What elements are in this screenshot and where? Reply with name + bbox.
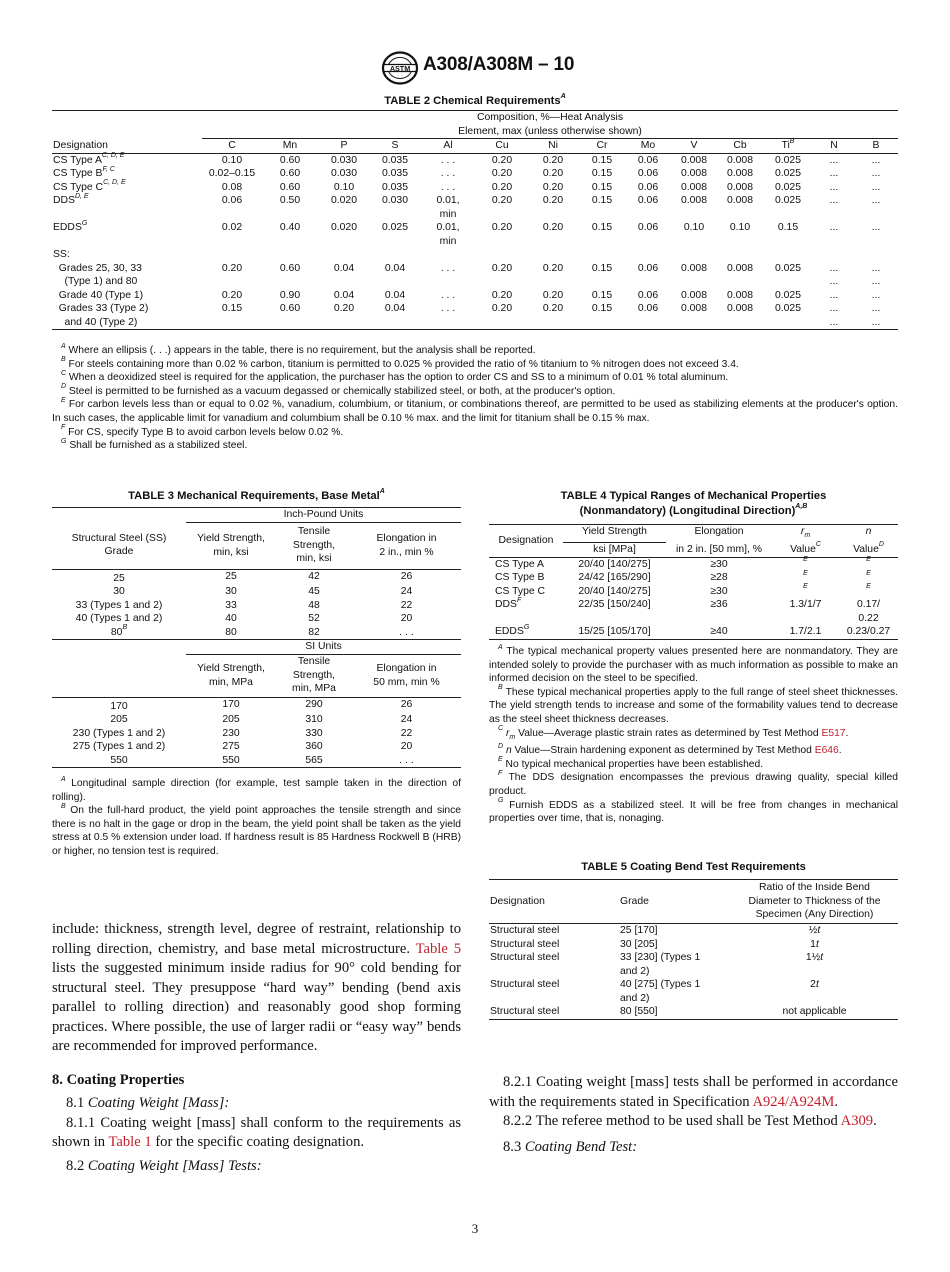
table-row: Structural steel 33 [230] (Types 1 and 2) 1½t [490, 952, 824, 977]
table2-col-header: Cu [495, 140, 509, 151]
table-row: Grades 33 (Type 2) and 40 (Type 2) 0.15 0.60 0.20 0.04 . . . 0.20 0.20 0.15 0.06 0.008 0.008 0.025 ... ... ... ... [52, 302, 898, 330]
table-row: $EDDS^G$ 0.02 0.40 0.020 0.025 0.01, min 0.20 0.20 0.15 0.06 0.10 0.10 0.15 ... ... [53, 219, 881, 247]
document-designation: A308/A308M – 10 [423, 54, 575, 75]
table2-col-header: S [391, 140, 399, 151]
table2-group-header-2: Element, max (unless otherwise shown) [202, 125, 898, 139]
section-8-2-2: 8.2.2 The referee method to be used shall be Test Method A309. [503, 1113, 877, 1129]
table-row: SS: [53, 249, 70, 260]
table4-col-designation: Designation [489, 525, 563, 558]
table4-footnotes: $^A$ The typical mechanical property values presented here are nonmandatory. They are intended solely to provide the purchaser with as much information as possible to make an informed decision on the steel to be specified. $^B$ These typical mechanical properties apply to the full range of steel sheet thicknesses. The yield strength tends to increase and some of the formability values tend to decrease as the steel sheet thickness decreases. $^C$ $r_m$ Value—Average plastic strain rates as determined by Test Method E517. $^D$ n Value—Strain hardening exponent as determined by Test Method E646. $^E$ No typical mechanical properties have been established. $^F$ The DDS designation encompasses the previous drawing quality, special killed product. $^G$ Furnish EDDS as a stabilized steel. It will be free from changes in mechanical properties over time, that is, nonaging. [489, 643, 898, 825]
link-e646[interactable]: E646 [814, 745, 839, 757]
astm-logo-icon [381, 51, 419, 85]
table-row: 550 550 565 . . . [110, 754, 414, 766]
table2-col-header: Ni [548, 140, 558, 151]
table-row: $EDDS^G$ 15/25 [105/170] ≥40 1.7/2.1 0.23/0.27 [495, 623, 891, 638]
table2-col-header: B [872, 140, 880, 151]
table2-col-header: Designation [53, 139, 108, 151]
footnote: $^B$ For steels containing more than 0.02 % carbon, titanium is permitted to 0.025 % provided the ratio of % titanium to % nitrogen does not exceed 3.4. [61, 356, 739, 370]
footnote: $^C$ When a deoxidized steel is required for the application, the purchaser has the option to order CS and SS to a minimum of 0.01 % total aluminum. [61, 369, 729, 384]
table-row: Structural steel 30 [205] 1t [490, 938, 819, 950]
table2-title: TABLE 2 Chemical Requirements$^A$ [384, 93, 566, 107]
table4-title: TABLE 4 Typical Ranges of Mechanical Properties (Nonmandatory) (Longitudinal Direction)$^{A,B}$ [560, 490, 827, 517]
link-e517[interactable]: E517 [821, 727, 846, 739]
table2-col-header: Cb [733, 140, 747, 151]
link-a924[interactable]: A924/A924M [752, 1093, 835, 1110]
body-left-column [52, 920, 461, 1176]
table2-col-header: Al [443, 140, 453, 151]
table-row: CS Type C 20/40 [140/275] ≥30 $^E$ $^E$ [495, 583, 871, 597]
table3-units-si: SI Units [186, 640, 461, 655]
table4-col-rm: $r_m$ [800, 526, 811, 540]
table-row: Structural steel 80 [550] not applicable [490, 1006, 847, 1017]
table5-col-ratio: Ratio of the Inside Bend Diameter to Thickness of the Specimen (Any Direction) [748, 882, 881, 921]
footnote: $^E$ For carbon levels less than or equal to 0.02 %, vanadium, columbium, or titanium, or combinations thereof, are permitted to be used as stabilizing elements at the producer's option. In such cases, the applicable limit for vanadium and columbium shall be 0.10 % max. and the limit for titanium shall be 0.15 % max. [52, 396, 898, 424]
svg-text:ASTM: ASTM [389, 64, 411, 73]
link-table-1[interactable]: Table 1 [108, 1134, 152, 1150]
table-row: Structural steel 40 [275] (Types 1 and 2) 2t [490, 979, 819, 1004]
table4-typical-mechanical-properties: Designation Yield Strength Elongation $r_m$ n ksi [MPa] in 2 in. [50 mm], % Value$^C$ Value$^D$ CS Type A 20/40 [140/275] ≥30 $^E$ $^E$ CS Type B 24/42 [165/290] ≥28 $^E$ $^E$ CS Type C 20/40 [140/275] ≥30 $^E$ $^E$ $DDS^F$ 22/35 [150/240] ≥36 1.3/1/7 0.17/ 0.22 $EDDS^G$ 15/25 [105/170] ≥40 1.7/2.1 0.23/0.27 [489, 524, 898, 642]
section-8-heading: 8. Coating Properties [52, 1071, 185, 1088]
table2-col-header: Mn [282, 140, 298, 151]
table-row: Grade 40 (Type 1) 0.20 0.90 0.04 0.04 . . . 0.20 0.20 0.15 0.06 0.008 0.008 0.025 ... ... [53, 289, 881, 301]
table-row: 30 30 45 24 [113, 586, 413, 597]
table5-coating-bend-test [489, 879, 898, 1022]
footnote: $^B$ On the full-hard product, the yield point approaches the tensile strength and since there is no halt in the gage or drop in the beam, the yield point shall be taken as the yield stress at 0.5 % extension under load. If hardness result is 85 Hardness Rockwell B (HRB) or higher, no tension test is required. [52, 802, 461, 857]
table2-col-header: Cr [596, 140, 608, 151]
table3-units-ip: Inch-Pound Units [186, 508, 461, 523]
section-8-2: 8.2 Coating Weight [Mass] Tests: [66, 1157, 262, 1174]
table2-col-header: C [228, 140, 236, 151]
link-a309[interactable]: A309 [840, 1113, 874, 1129]
table4-col-ys: Yield Strength [582, 526, 647, 537]
table-row: $DDS^{D, E}$ 0.06 0.50 0.020 0.030 0.01, min 0.20 0.20 0.15 0.06 0.008 0.008 0.025 ... ... [53, 192, 881, 220]
table3-col-grade: Structural Steel (SS) Grade [71, 532, 167, 558]
table-row: 40 (Types 1 and 2) 40 52 20 [75, 613, 413, 624]
table-row: 25 25 42 26 [113, 570, 413, 584]
table3-col-ts-ksi: Tensile Strength, min, ksi [292, 526, 336, 565]
footnote: $^G$ Shall be furnished as a stabilized steel. [61, 437, 248, 452]
table-row: $DDS^F$ 22/35 [150/240] ≥36 1.3/1/7 0.17/ 0.22 [495, 596, 881, 624]
table3-col-ys-ksi: Yield Strength, min, ksi [197, 533, 265, 558]
table4-col-el: Elongation [694, 526, 744, 537]
table-row: CS Type B 24/42 [165/290] ≥28 $^E$ $^E$ [495, 569, 871, 584]
table3-col-el-in: Elongation in 2 in., min % [376, 533, 437, 558]
table3-col-el-mm: Elongation in 50 mm, min % [373, 663, 440, 688]
table3-title: TABLE 3 Mechanical Requirements, Base Metal$^A$ [128, 488, 385, 502]
table-row: $80^B$ 80 82 . . . [110, 624, 414, 638]
table-row: CS Type $C^{C, D, E}$ 0.08 0.60 0.10 0.035 . . . 0.20 0.20 0.15 0.06 0.008 0.008 0.025 ... ... [53, 179, 881, 193]
table2-col-header: P [340, 140, 348, 151]
link-table-5[interactable]: Table 5 [415, 940, 462, 957]
table-row: Grades 25, 30, 33 (Type 1) and 80 0.20 0.60 0.04 0.04 . . . 0.20 0.20 0.15 0.06 0.008 0.008 0.025 ... ... ... ... [58, 262, 881, 287]
table3-footnotes [52, 777, 461, 859]
table2-col-header: $Ti^B$ [781, 137, 795, 151]
footnote: $^D$ Steel is permitted to be furnished as a vacuum degassed or chemically stabilized steel, or both, at the producer's option. [61, 383, 616, 397]
table5-title: TABLE 5 Coating Bend Test Requirements [581, 861, 806, 873]
table-row: CS Type A 20/40 [140/275] ≥30 $^E$ $^E$ [495, 556, 871, 570]
table2-group-header-1: Composition, %—Heat Analysis [476, 112, 624, 123]
table-row: Structural steel 25 [170] ½t [490, 925, 821, 936]
table2-chemical-requirements [52, 110, 898, 330]
table-row: 170 170 290 26 [110, 698, 413, 712]
section-8-1-1: 8.1.1 Coating weight [mass] shall conform to the requirements as shown in Table 1 for the specific coating designation. [52, 1114, 461, 1150]
table-row: 230 (Types 1 and 2) 230 330 22 [72, 727, 413, 739]
page-number: 3 [471, 1221, 479, 1236]
table4-col-n: n [865, 526, 872, 537]
table3-mechanical-requirements [52, 507, 461, 771]
table-row: 33 (Types 1 and 2) 33 48 22 [75, 599, 413, 611]
body-right-column [489, 1073, 898, 1157]
footnote: $^A$ Where an ellipsis (. . .) appears in the table, there is no requirement, but the analysis shall be reported. [61, 342, 536, 356]
table-row: CS Type $B^{F, C}$ 0.02–0.15 0.60 0.030 0.035 . . . 0.20 0.20 0.15 0.06 0.008 0.008 0.025 ... ... [53, 165, 881, 179]
footnote: $^A$ Longitudinal sample direction (for example, test sample taken in the direction of rolling). [52, 775, 461, 803]
section-8-3: 8.3 Coating Bend Test: [503, 1138, 638, 1155]
section-8-2-1: 8.2.1 Coating weight [mass] tests shall be performed in accordance with the requirements stated in Specification A924/A924M. [489, 1074, 898, 1110]
table5-col-grade: Grade [620, 895, 649, 907]
table2-col-header: N [830, 140, 838, 151]
table2-col-header: Mo [640, 140, 656, 151]
section-8-1: 8.1 Coating Weight [Mass]: [66, 1095, 230, 1111]
table-row: 205 205 310 24 [110, 714, 413, 725]
table3-col-ys-mpa: Yield Strength, min, MPa [197, 663, 265, 688]
table5-col-designation: Designation [490, 895, 545, 907]
table-row: 275 (Types 1 and 2) 275 360 20 [72, 741, 413, 752]
table3-col-ts-mpa: Tensile Strength, min, MPa [292, 656, 336, 695]
table-row: CS Type $A^{C, D, E}$ 0.10 0.60 0.030 0.035 . . . 0.20 0.20 0.15 0.06 0.008 0.008 0.025 ... ... [53, 152, 881, 166]
table2-col-header: V [690, 140, 698, 151]
bend-radius-paragraph: include: thickness, strength level, degree of restraint, relationship to rolling direction, chemistry, and base metal microstructure. Table 5 lists the suggested minimum inside radius for 90° cold bending for structural steel. They presuppose “hard way” bending (bend axis parallel to rolling direction) and reasonably good shop forming practices. Where possible, the use of larger radii or “easy way” bends are recommended for improved performance. [52, 921, 462, 1054]
table2-footnotes [52, 344, 898, 453]
footnote: $^F$ For CS, specify Type B to avoid carbon levels below 0.02 %. [61, 424, 344, 438]
